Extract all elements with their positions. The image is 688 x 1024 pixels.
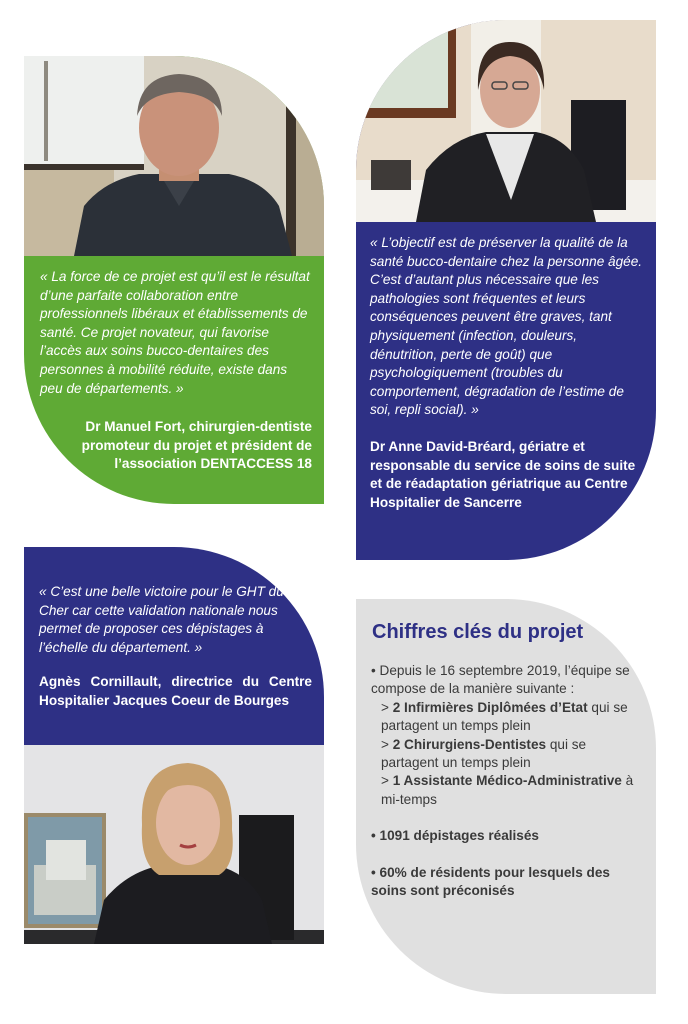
key-figures-card [356, 599, 656, 994]
staff-item: > 2 Infirmières Diplômées d’Etat qui se partagent un temps plein [381, 699, 628, 734]
portrait-photo-anne-david-breard [356, 20, 656, 222]
key-figures-title: Chiffres clés du projet [372, 621, 584, 643]
testimonial-quote: « L’objectif est de préserver la qualité de la santé bucco-dentaire chez la personne âgée. C’est d’autant plus nécessaire que les pathologies sont fréquentes et leurs conséquences peuvent être graves, tant physiquement (infection, douleurs, dénutrition, perte de goût) que psychologiquement (troubles du comportement, dégradation de l’estime de soi, repli social). » [370, 235, 643, 418]
testimonial-quote: « La force de ce projet est qu’il est le résultat d’une parfaite collaboration entre professionnels libéraux et établissements de santé. Ce projet novateur, qui favorise l’accès aux soins bucco-dentaires des personnes à mobilité réduite, existe dans peu de départements. » [40, 269, 310, 396]
testimonial-signature [40, 418, 312, 474]
testimonial-signature: Dr Anne David-Bréard, gériatre et responsable du service de soins de suite et de réadaptation gériatrique au Centre Hospitalier de Sancerre [370, 438, 636, 510]
testimonial-card-anne-david-breard [356, 20, 656, 560]
portrait-photo-manuel-fort [24, 56, 324, 256]
testimonial-card-manuel-fort [24, 56, 324, 504]
testimonial-card-agnes-cornillault [24, 547, 324, 944]
signature-line: promoteur du projet et président de [81, 437, 312, 453]
signature-line: l’association DENTACCESS 18 [114, 456, 312, 472]
portrait-photo-agnes-cornillault [24, 745, 324, 944]
staff-item: > 1 Assistante Médico-Administrative à mi-temps [381, 773, 634, 807]
testimonial-signature: Agnès Cornillault, directrice du Centre Hospitalier Jacques Coeur de Bourges [39, 674, 312, 708]
key-figures-intro: • Depuis le 16 septembre 2019, l’équipe se compose de la manière suivante : [371, 663, 630, 697]
stat-screenings: • 1091 dépistages réalisés [371, 828, 539, 844]
signature-line: Dr Manuel Fort, chirurgien-dentiste [85, 419, 312, 435]
stat-residents: • 60% de résidents pour lesquels des soins sont préconisés [371, 864, 610, 899]
staff-item: > 2 Chirurgiens-Dentistes qui se partagent un temps plein [381, 736, 587, 771]
testimonial-quote: « C’est une belle victoire pour le GHT du Cher car cette validation nationale nous permet de proposer ces dépistages à l’échelle du département. » [39, 584, 284, 655]
